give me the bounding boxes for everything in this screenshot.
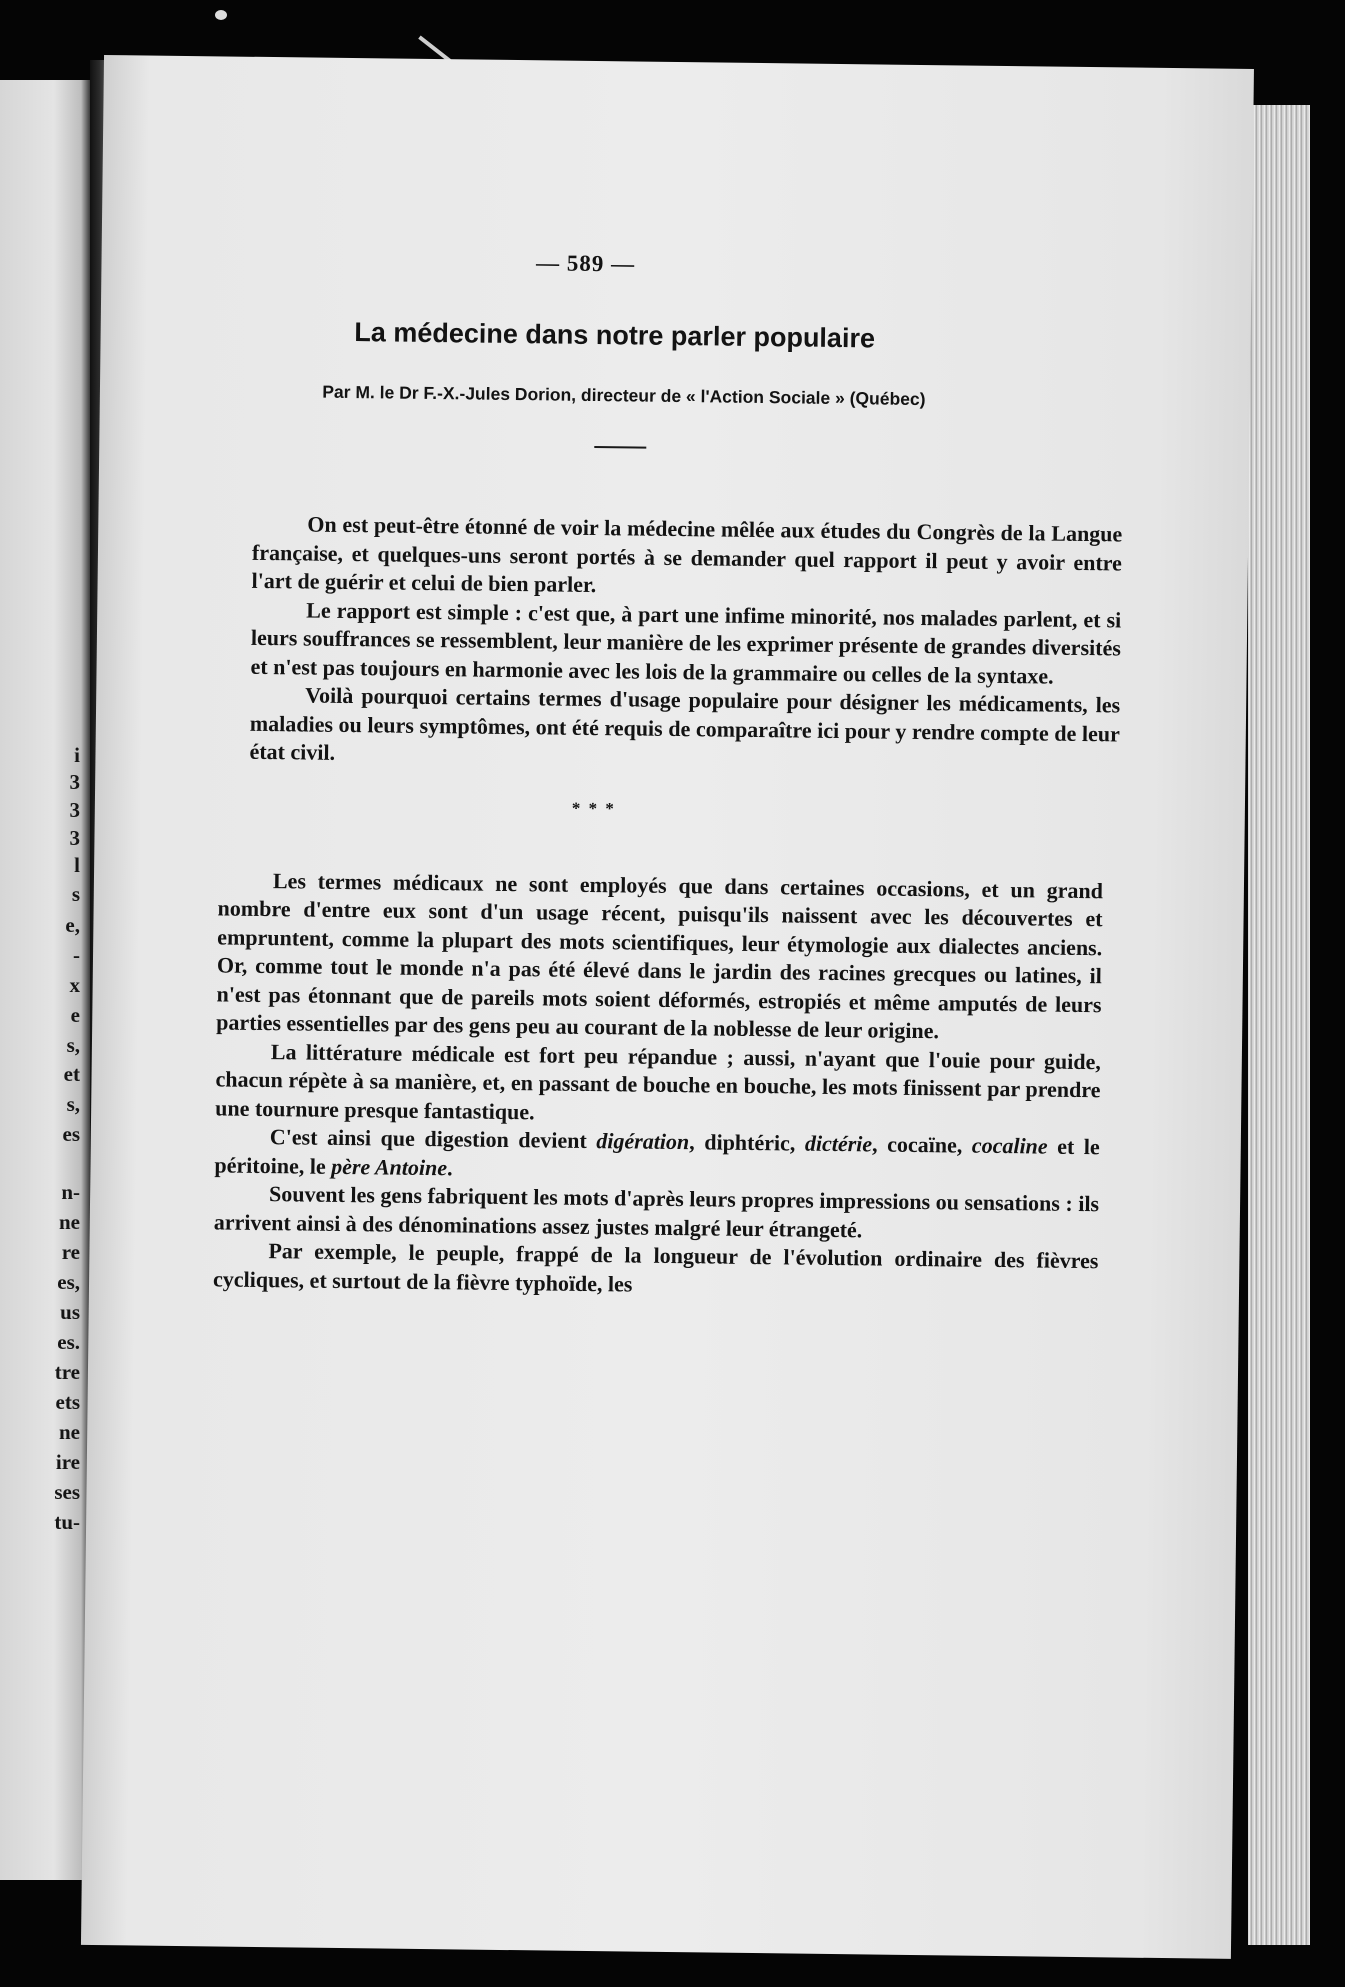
paragraph: Voilà pourquoi certains termes d'usage populaire pour désigner les médicaments, les maladies ou leurs symptômes, ont été requis de comparaître ici pour y rendre compte de leur état civil. — [249, 682, 1121, 765]
facing-page-fragment: es — [62, 1122, 80, 1146]
facing-page-fragment: re — [61, 1240, 80, 1264]
text-run: C'est ainsi que digestion devient — [269, 1124, 597, 1154]
facing-page-fragment: e — [70, 1003, 80, 1027]
facing-page-fragment: s, — [66, 1033, 80, 1057]
paragraph: Les termes médicaux ne sont employés que dans certaines occasions, et un grand nombre d'entre eux sont d'un usage récent, puisqu'ils naissent avec les découvertes et empruntent, comme la plupart des mots scientifiques, leur étymologie aux dialectes anciens. Or, comme tout le monde n'a pas été élevé dans le jardin des racines grecques ou latines, il n'est pas étonnant que de pareils mots soient déformés, estropiés et même amputés de leurs parties essentielles par des gens peu au courant de la noblesse de leur origine. — [216, 867, 1104, 1044]
facing-page-fragment: et — [63, 1062, 80, 1086]
facing-page-fragment: ire — [55, 1450, 80, 1474]
article-title: La médecine dans notre parler populaire — [354, 317, 876, 354]
facing-page-fragment: n- — [61, 1180, 80, 1204]
facing-page-fragment: ne — [59, 1420, 80, 1444]
italic-term: digération — [596, 1128, 690, 1155]
title-rule — [594, 446, 646, 449]
facing-page-fragment: s — [71, 882, 80, 906]
page-number: — 589 — — [535, 250, 636, 277]
facing-page-fragment: 3 — [69, 798, 80, 822]
paragraph: La littérature médicale est fort peu répandue ; aussi, n'ayant que l'ouie pour guide, chacun répète à sa manière, et, en passant de bouche en bouche, les mots finissent par prendre une tournure presque fantastique. — [215, 1038, 1101, 1124]
facing-page-fragment: s, — [66, 1092, 80, 1116]
facing-page-fragment: l — [74, 853, 80, 877]
facing-page-fragment: - — [73, 943, 80, 967]
article-byline: Par M. le Dr F.-X.-Jules Dorion, directeur de « l'Action Sociale » (Québec) — [322, 381, 926, 410]
book-page — [81, 55, 1254, 1959]
facing-page-fragment: tu- — [54, 1510, 80, 1534]
italic-term: dictérie — [804, 1130, 873, 1157]
section-body — [213, 866, 1103, 1304]
text-run: et le péritoine, le — [214, 1133, 1100, 1179]
text-run: , diphtéric, — [689, 1129, 806, 1156]
facing-page-fragment: us — [60, 1300, 80, 1324]
section-intro — [249, 510, 1122, 777]
facing-page — [0, 80, 90, 1880]
page-stack-edge — [1248, 105, 1310, 1945]
facing-page-fragment: x — [69, 973, 80, 997]
page-content — [153, 246, 1123, 1303]
italic-term: cocaline — [971, 1132, 1048, 1159]
facing-page-fragment: i — [74, 743, 80, 767]
paragraph: Le rapport est simple : c'est que, à part une infime minorité, nos malades parlent, et si leurs souffrances se ressemblent, leur manière de les exprimer présente de grandes diversités et n'est pas toujours en harmonie avec les lois de la grammaire ou celles de la syntaxe. — [250, 596, 1122, 689]
facing-page-fragment: 3 — [69, 826, 80, 850]
facing-page-fragment: tre — [54, 1360, 80, 1384]
paragraph: Par exemple, le peuple, frappé de la longueur de l'évolution ordinaire des fièvres cycliques, et surtout de la fièvre typhoïde, les — [212, 1238, 1099, 1297]
text-run: . — [446, 1154, 453, 1180]
section-separator: * * * — [571, 798, 616, 818]
facing-page-fragment: es. — [57, 1330, 80, 1354]
facing-page-fragment: es, — [57, 1270, 80, 1294]
facing-page-fragment: 3 — [69, 770, 80, 794]
italic-term: père Antoine — [331, 1153, 448, 1180]
paragraph: Souvent les gens fabriquent les mots d'après leurs propres impressions ou sensations : ils arrivent ainsi à des dénominations assez justes malgré leur étrangeté. — [213, 1181, 1100, 1242]
text-run: , cocaïne, — [871, 1131, 973, 1158]
facing-page-fragment: ses — [54, 1480, 80, 1504]
facing-page-fragment: ets — [55, 1390, 80, 1414]
paragraph: On est peut-être étonné de voir la médecine mêlée aux études du Congrès de la Langue française, et quelques-uns seront portés à se demander quel rapport il peut y avoir entre l'art de guérir et celui de bien parler. — [251, 511, 1123, 598]
facing-page-fragment: ne — [59, 1210, 80, 1234]
facing-page-fragment: e, — [65, 913, 80, 937]
scan-artifact — [215, 10, 227, 20]
